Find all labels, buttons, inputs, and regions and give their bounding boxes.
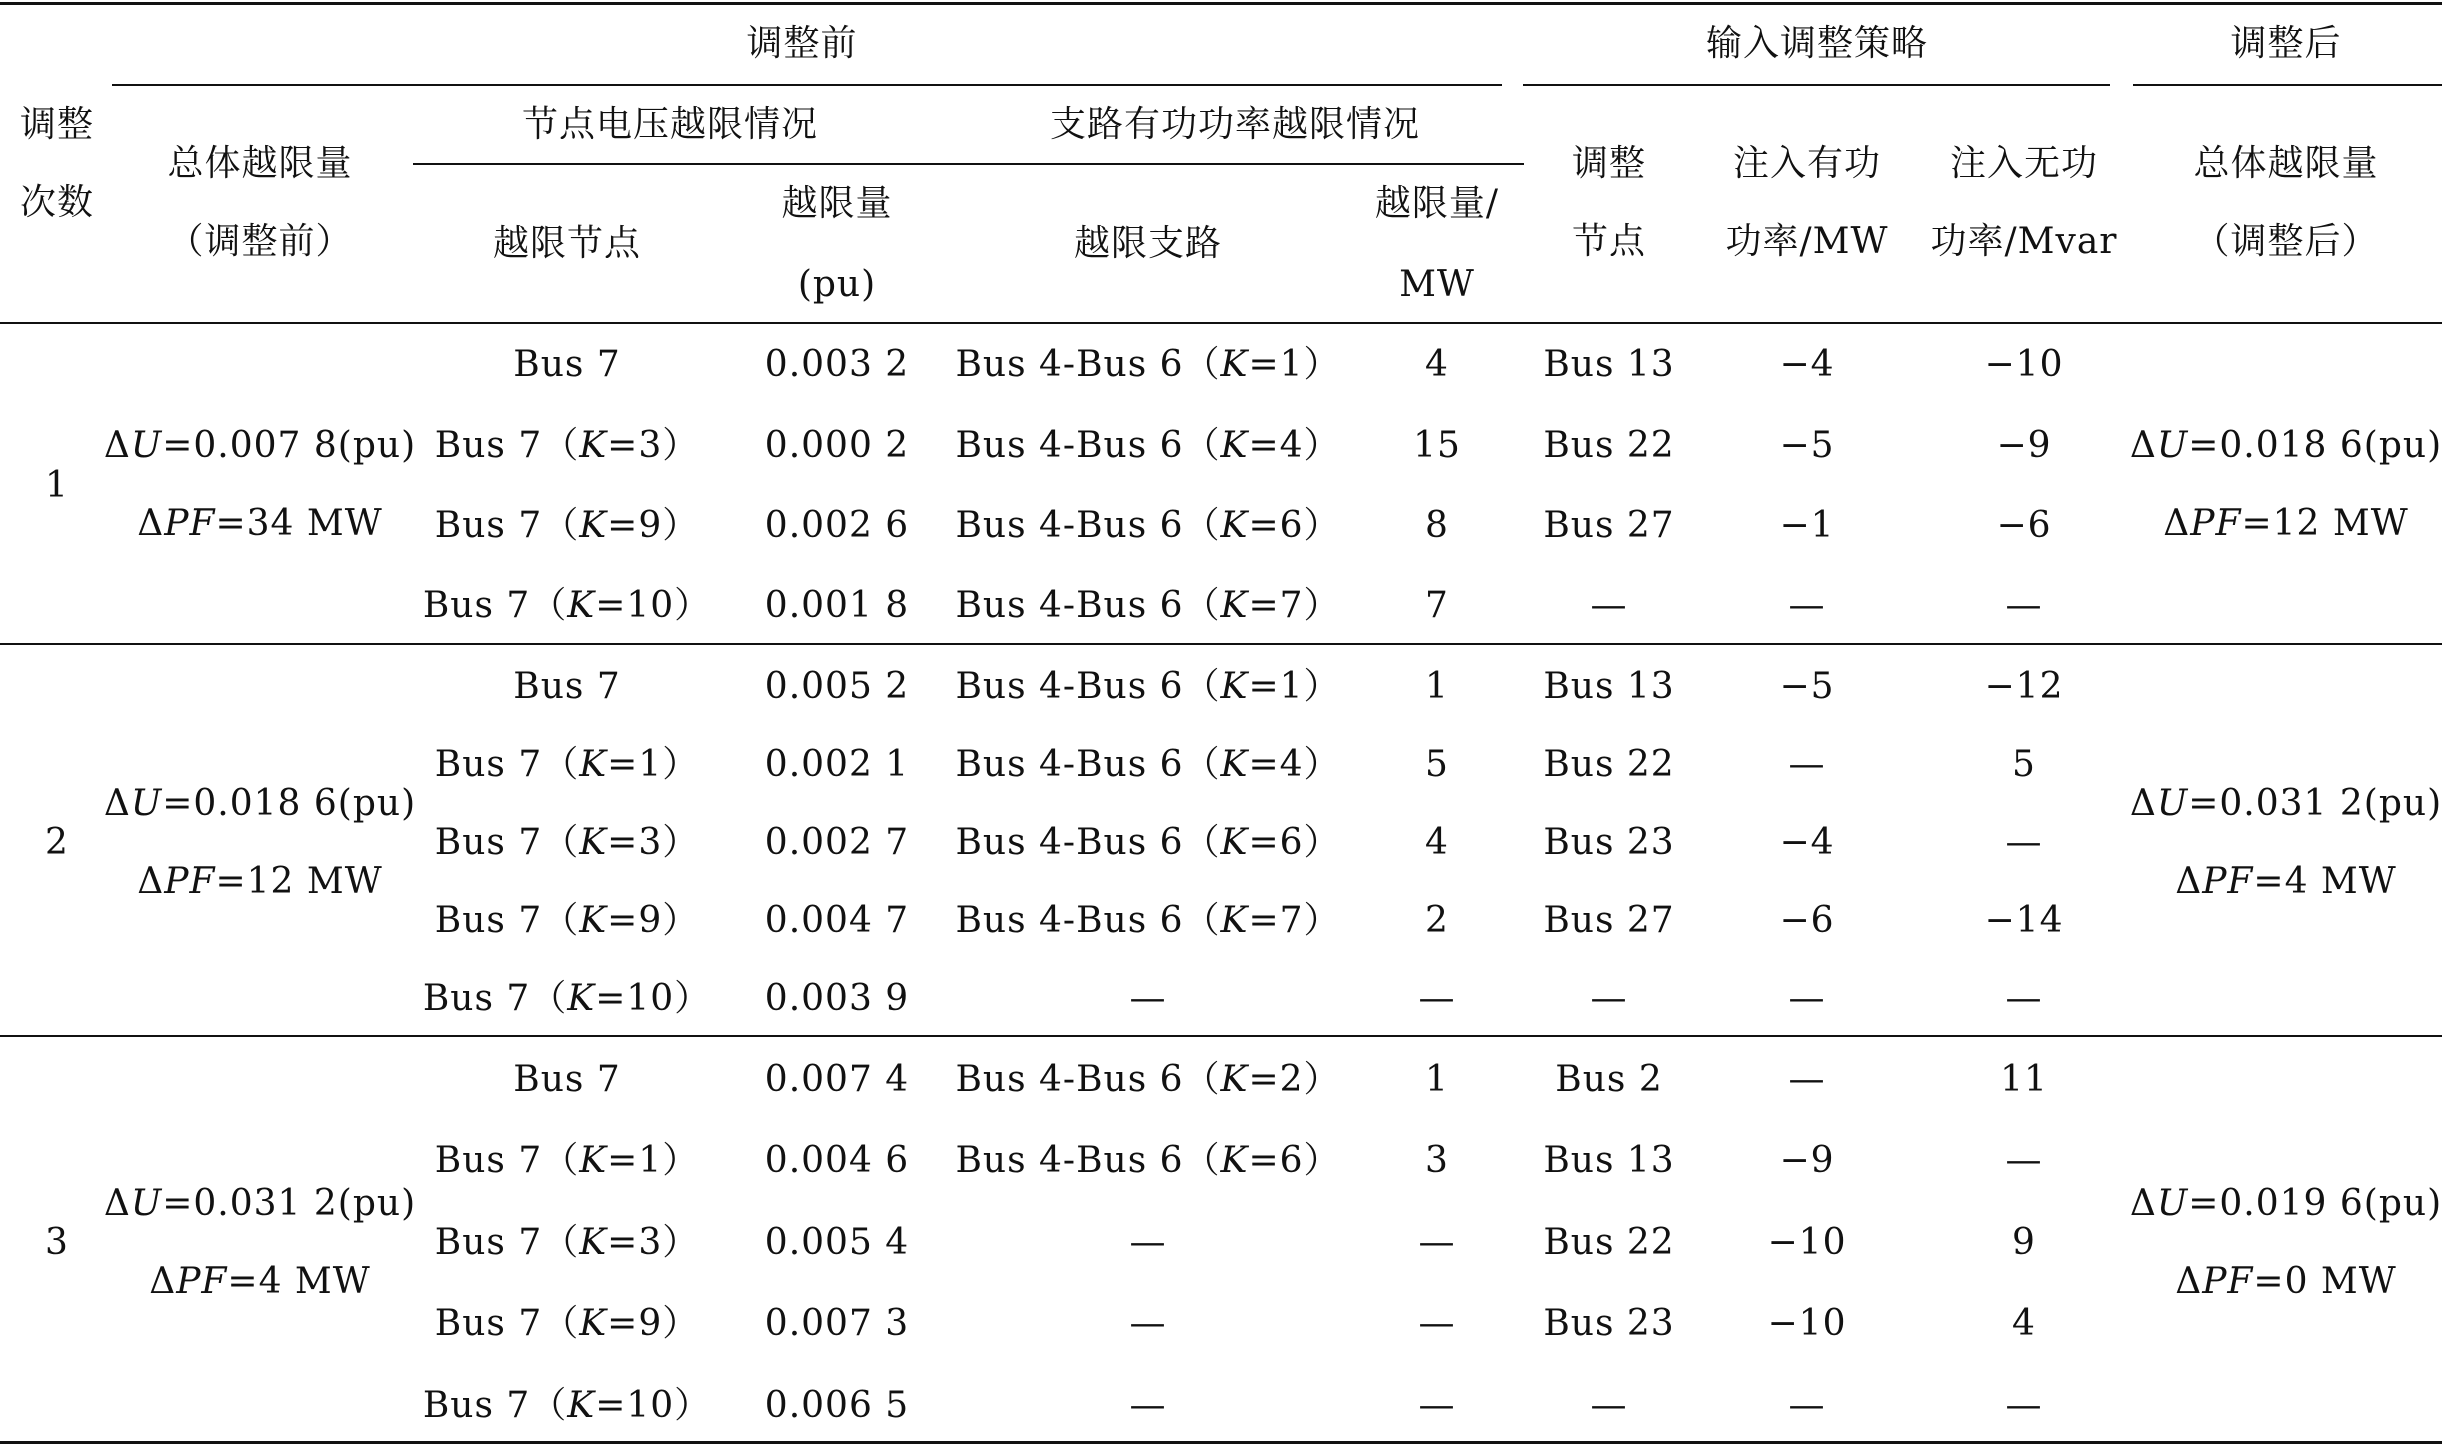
hdr-inject-q-1: 注入无功 [1949, 143, 2099, 184]
violation-pu: 0.001 8 [764, 585, 910, 626]
inject-q: −6 [1996, 505, 2052, 546]
hdr-branch-power: 支路有功功率越限情况 [1049, 104, 1421, 145]
violating-branch: Bus 4-Bus 6（K=6） [955, 1140, 1341, 1181]
violation-pu: 0.007 3 [764, 1303, 910, 1344]
violating-node: Bus 7（K=9） [434, 900, 700, 941]
rule-strategy [1523, 84, 2110, 86]
hdr-after: 调整后 [2230, 23, 2342, 64]
hdr-violating-node: 越限节点 [492, 223, 642, 264]
violating-node: Bus 7（K=3） [434, 822, 700, 863]
violating-branch: — [1129, 1303, 1167, 1344]
total-after-du: ΔU=0.019 6(pu) [2129, 1183, 2442, 1224]
violation-mw: — [1418, 1385, 1456, 1426]
violating-node: Bus 7（K=10） [422, 585, 712, 626]
violating-branch: Bus 4-Bus 6（K=2） [955, 1059, 1341, 1100]
hdr-adjust-count-2: 次数 [19, 182, 95, 223]
inject-q: — [2005, 978, 2043, 1019]
inject-q: 4 [2012, 1303, 2036, 1344]
rule-after [2133, 84, 2442, 86]
inject-p: −10 [1767, 1303, 1847, 1344]
violating-branch: Bus 4-Bus 6（K=7） [955, 900, 1341, 941]
hdr-total-before-2: （调整前） [167, 221, 353, 262]
total-before-du: ΔU=0.018 6(pu) [103, 783, 417, 824]
inject-q: 9 [2012, 1222, 2036, 1263]
violating-branch: Bus 4-Bus 6（K=6） [955, 505, 1341, 546]
violation-pu: 0.005 2 [764, 666, 910, 707]
adjust-node: — [1590, 978, 1628, 1019]
hdr-violation-mw-1: 越限量/ [1374, 183, 1500, 224]
violation-mw: 8 [1425, 505, 1449, 546]
violating-node: Bus 7（K=10） [422, 1385, 712, 1426]
adjust-node: — [1590, 1385, 1628, 1426]
hdr-violation-mw-2: MW [1399, 264, 1475, 305]
violating-node: Bus 7（K=3） [434, 1222, 700, 1263]
total-after-dpf: ΔPF=4 MW [2175, 861, 2397, 902]
violating-node: Bus 7（K=9） [434, 1303, 700, 1344]
violation-pu: 0.003 9 [764, 978, 910, 1019]
adjust-node: Bus 23 [1543, 822, 1675, 863]
hdr-adjust-node-1: 调整 [1571, 143, 1647, 184]
inject-p: −4 [1779, 822, 1835, 863]
total-after-dpf: ΔPF=12 MW [2163, 503, 2409, 544]
violation-pu: 0.003 2 [764, 344, 910, 385]
violating-node: Bus 7（K=1） [434, 1140, 700, 1181]
total-after-dpf: ΔPF=0 MW [2175, 1261, 2397, 1302]
violating-branch: — [1129, 978, 1167, 1019]
inject-p: — [1788, 744, 1826, 785]
violation-mw: 1 [1425, 666, 1449, 707]
violating-branch: Bus 4-Bus 6（K=1） [955, 666, 1341, 707]
hdr-strategy: 输入调整策略 [1705, 23, 1929, 64]
violating-node: Bus 7 [513, 666, 621, 707]
violating-node: Bus 7（K=3） [434, 425, 700, 466]
adjust-node: Bus 13 [1543, 344, 1675, 385]
adjust-index: 2 [45, 822, 69, 863]
hdr-inject-p-2: 功率/MW [1725, 221, 1889, 262]
hdr-node-voltage: 节点电压越限情况 [521, 104, 819, 145]
violation-mw: 2 [1425, 900, 1449, 941]
violating-node: Bus 7 [513, 344, 621, 385]
adjust-node: Bus 27 [1543, 900, 1675, 941]
rule-before [112, 84, 1502, 86]
violation-mw: 1 [1425, 1059, 1449, 1100]
violation-mw: 3 [1425, 1140, 1449, 1181]
inject-p: — [1788, 585, 1826, 626]
total-after-du: ΔU=0.031 2(pu) [2129, 783, 2442, 824]
violating-node: Bus 7（K=10） [422, 978, 712, 1019]
violation-pu: 0.002 6 [764, 505, 910, 546]
violating-node: Bus 7（K=9） [434, 505, 700, 546]
violation-mw: 15 [1413, 425, 1461, 466]
violation-mw: — [1418, 1222, 1456, 1263]
adjust-node: Bus 22 [1543, 1222, 1675, 1263]
inject-p: −10 [1767, 1222, 1847, 1263]
hdr-violating-branch: 越限支路 [1073, 223, 1223, 264]
bottom-rule [0, 1441, 2442, 1444]
inject-p: — [1788, 1059, 1826, 1100]
violation-mw: — [1418, 978, 1456, 1019]
violation-pu: 0.007 4 [764, 1059, 910, 1100]
violation-pu: 0.004 6 [764, 1140, 910, 1181]
hdr-total-after-1: 总体越限量 [2193, 143, 2379, 184]
violation-pu: 0.006 5 [764, 1385, 910, 1426]
hdr-violation-pu-2: (pu) [797, 264, 877, 305]
group-2-bottom-rule [0, 1035, 2442, 1037]
top-rule [0, 2, 2442, 5]
inject-q: — [2005, 1140, 2043, 1181]
hdr-inject-q-2: 功率/Mvar [1930, 221, 2118, 262]
violation-mw: 7 [1425, 585, 1449, 626]
adjust-node: — [1590, 585, 1628, 626]
violation-mw: — [1418, 1303, 1456, 1344]
adjust-node: Bus 23 [1543, 1303, 1675, 1344]
inject-q: −14 [1984, 900, 2064, 941]
inject-p: −5 [1779, 425, 1835, 466]
inject-q: −10 [1984, 344, 2064, 385]
violating-branch: Bus 4-Bus 6（K=7） [955, 585, 1341, 626]
inject-q: −12 [1984, 666, 2064, 707]
hdr-total-before-1: 总体越限量 [167, 143, 353, 184]
inject-q: 5 [2012, 744, 2036, 785]
hdr-total-after-2: （调整后） [2193, 221, 2379, 262]
adjust-node: Bus 2 [1555, 1059, 1663, 1100]
violation-pu: 0.004 7 [764, 900, 910, 941]
header-bottom-rule [0, 322, 2442, 324]
adjust-node: Bus 27 [1543, 505, 1675, 546]
total-before-dpf: ΔPF=4 MW [149, 1261, 371, 1302]
group-1-bottom-rule [0, 643, 2442, 645]
violating-node: Bus 7 [513, 1059, 621, 1100]
hdr-adjust-count-1: 调整 [19, 104, 95, 145]
adjust-node: Bus 13 [1543, 1140, 1675, 1181]
adjust-node: Bus 22 [1543, 425, 1675, 466]
total-before-dpf: ΔPF=34 MW [137, 503, 383, 544]
violation-mw: 5 [1425, 744, 1449, 785]
inject-p: −9 [1779, 1140, 1835, 1181]
inject-p: −1 [1779, 505, 1835, 546]
violating-branch: — [1129, 1385, 1167, 1426]
rule-sub [413, 163, 1524, 165]
inject-q: −9 [1996, 425, 2052, 466]
adjust-node: Bus 13 [1543, 666, 1675, 707]
violating-branch: Bus 4-Bus 6（K=6） [955, 822, 1341, 863]
inject-q: — [2005, 585, 2043, 626]
total-after-du: ΔU=0.018 6(pu) [2129, 425, 2442, 466]
inject-p: — [1788, 1385, 1826, 1426]
violation-mw: 4 [1425, 822, 1449, 863]
inject-q: — [2005, 822, 2043, 863]
hdr-violation-pu-1: 越限量 [781, 183, 893, 224]
inject-p: −4 [1779, 344, 1835, 385]
violation-pu: 0.002 7 [764, 822, 910, 863]
violating-branch: Bus 4-Bus 6（K=1） [955, 344, 1341, 385]
violation-pu: 0.002 1 [764, 744, 910, 785]
violating-branch: Bus 4-Bus 6（K=4） [955, 425, 1341, 466]
total-before-dpf: ΔPF=12 MW [137, 861, 383, 902]
adjust-index: 1 [45, 464, 69, 506]
inject-p: — [1788, 978, 1826, 1019]
inject-p: −5 [1779, 666, 1835, 707]
violating-node: Bus 7（K=1） [434, 744, 700, 785]
hdr-adjust-node-2: 节点 [1571, 221, 1647, 262]
inject-q: — [2005, 1385, 2043, 1426]
adjust-index: 3 [45, 1222, 69, 1263]
adjust-node: Bus 22 [1543, 744, 1675, 785]
inject-p: −6 [1779, 900, 1835, 941]
hdr-inject-p-1: 注入有功 [1732, 143, 1882, 184]
violation-mw: 4 [1425, 344, 1449, 385]
violation-pu: 0.000 2 [764, 425, 910, 466]
violating-branch: — [1129, 1222, 1167, 1263]
hdr-before: 调整前 [746, 23, 858, 64]
violation-pu: 0.005 4 [764, 1222, 910, 1263]
total-before-du: ΔU=0.007 8(pu) [103, 425, 417, 466]
inject-q: 11 [2000, 1059, 2048, 1100]
total-before-du: ΔU=0.031 2(pu) [103, 1183, 417, 1224]
violating-branch: Bus 4-Bus 6（K=4） [955, 744, 1341, 785]
